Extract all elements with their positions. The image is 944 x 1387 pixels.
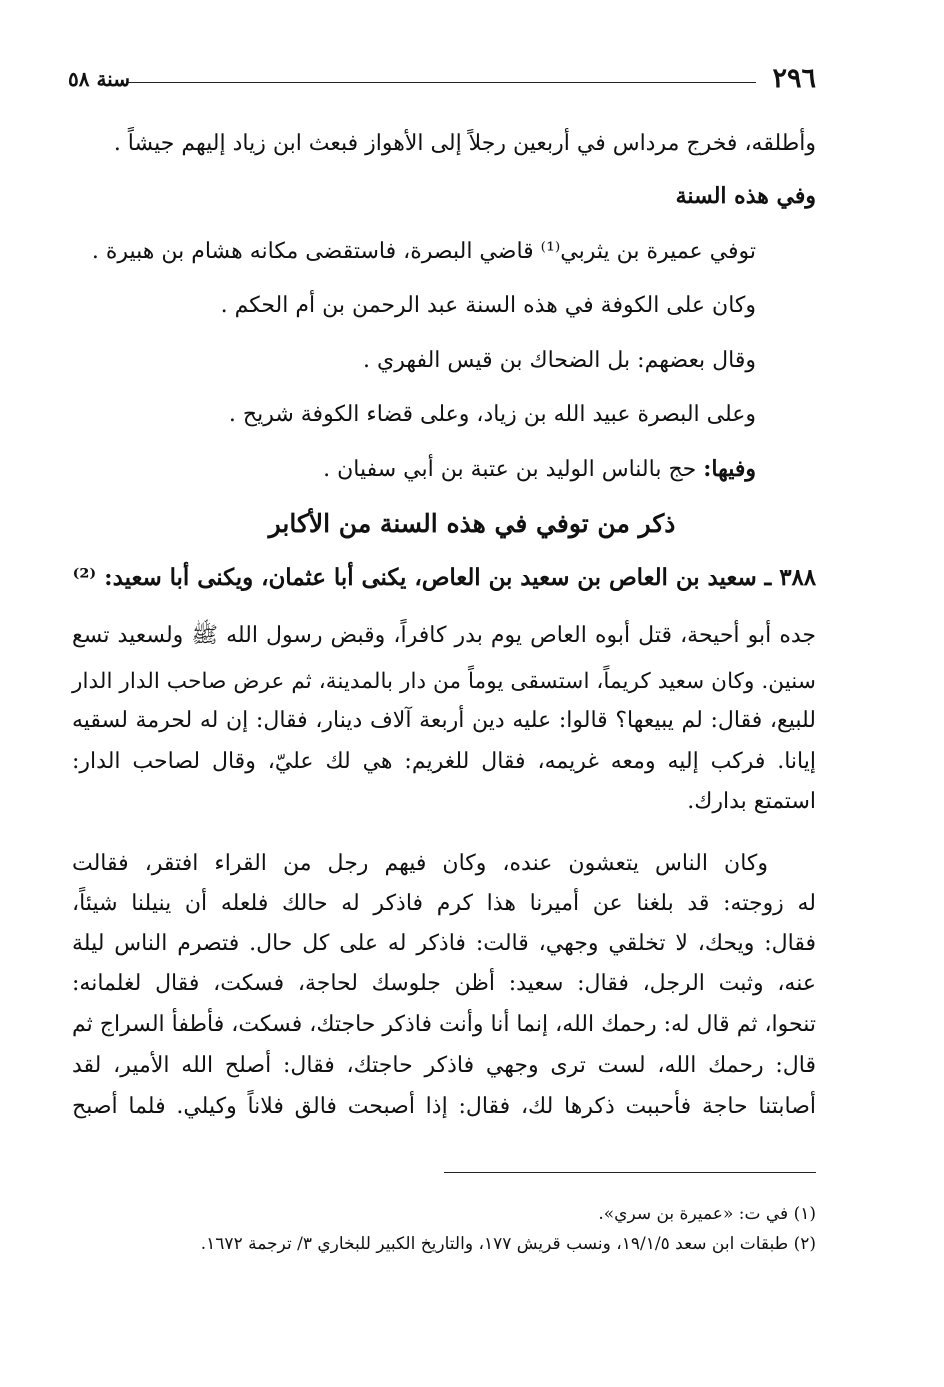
- paragraph-line: للبيع، فقال: لم يبيعها؟ قالوا: عليه دين أربعة آلاف دينار، فقال: إن له لحرمة لسقيه: [72, 708, 816, 733]
- footnote: (٢) طبقات ابن سعد ١٩/١/٥، ونسب قريش ١٧٧، والتاريخ الكبير للبخاري ٣/ ترجمة ١٦٧٢.: [200, 1234, 816, 1254]
- text-line: توفي عميرة بن يثربي⁽¹⁾ قاضي البصرة، فاستقضى مكانه هشام بن هبيرة .: [91, 239, 756, 264]
- section-heading: ذكر من توفي في هذه السنة من الأكابر: [268, 509, 676, 538]
- biography-entry-title: ٣٨٨ ـ سعيد بن العاص بن سعيد بن العاص، يكنى أبا عثمان، ويكنى أبا سعيد: ⁽²⁾: [72, 565, 816, 591]
- section-label: وفي هذه السنة: [675, 183, 816, 209]
- running-head: سنة ٥٨: [68, 67, 130, 91]
- paragraph-line: جده أبو أحيحة، قتل أبوه العاص يوم بدر كافراً، وقبض رسول الله ﷺ ولسعيد تسع: [72, 623, 816, 648]
- text-line: وكان على الكوفة في هذه السنة عبد الرحمن بن أم الحكم .: [220, 293, 756, 318]
- text-line: [323, 451, 756, 488]
- footnote-rule: [444, 1172, 816, 1173]
- text-line: وأطلقه، فخرج مرداس في أربعين رجلاً إلى الأهواز فبعث ابن زياد إليهم جيشاً .: [113, 131, 816, 156]
- paragraph-line: استمتع بدارك.: [687, 789, 816, 814]
- paragraph-line: وكان الناس يتعشون عنده، وكان فيهم رجل من القراء افتقر، فقالت: [72, 851, 768, 876]
- paragraph-line: عنه، وثبت الرجل، فقال: سعيد: أظن جلوسك لحاجة، فسكت، فقال لغلمانه:: [72, 971, 816, 996]
- text-line: وقال بعضهم: بل الضحاك بن قيس الفهري .: [362, 348, 756, 373]
- header-rule: [126, 82, 756, 83]
- paragraph-line: فقال: ويحك، لا تخلقي وجهي، قالت: فاذكر له على كل حال. فتصرم الناس ليلة: [72, 931, 816, 956]
- footnote: (١) في ت: «عميرة بن سري».: [598, 1204, 816, 1224]
- year-events-label: وفيها:: [703, 456, 756, 482]
- paragraph-line: أصابتنا حاجة فأحببت ذكرها لك، فقال: إذا أصبحت فالق فلاناً وكيلي. فلما أصبح: [72, 1094, 816, 1119]
- paragraph-line: إيانا. فركب إليه ومعه غريمه، فقال للغريم: هي لك عليّ، وقال لصاحب الدار:: [72, 749, 816, 774]
- paragraph-line: سنين. وكان سعيد كريماً، استسقى يوماً من دار بالمدينة، ثم عرض صاحب الدار الدار: [72, 669, 816, 694]
- paragraph-line: تنحوا، ثم قال له: رحمك الله، إنما أنا وأنت فاذكر حاجتك، فسكت، فأطفأ السراج ثم: [72, 1012, 816, 1037]
- page-header: [68, 62, 816, 96]
- text-line: وعلى البصرة عبيد الله بن زياد، وعلى قضاء الكوفة شريح .: [228, 402, 756, 427]
- paragraph-line: له زوجته: قد بلغنا عن أميرنا هذا كرم فاذكر له حالك فلعله أن ينيلنا شيئاً،: [72, 891, 816, 916]
- text-span: حج بالناس الوليد بن عتبة بن أبي سفيان .: [323, 457, 704, 482]
- paragraph-line: قال: رحمك الله، لست ترى وجهي فاذكر حاجتك، فقال: أصلح الله الأمير، لقد: [72, 1053, 816, 1078]
- page-number: ٢٩٦: [772, 63, 816, 94]
